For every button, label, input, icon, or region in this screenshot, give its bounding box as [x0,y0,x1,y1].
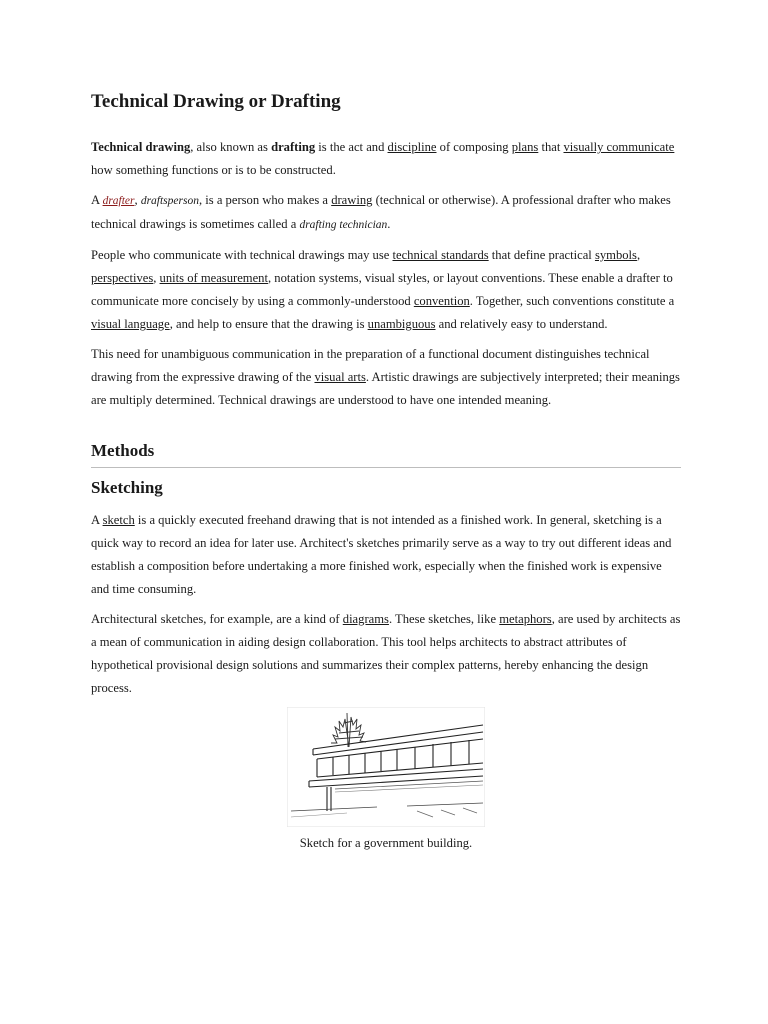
text-run: how something functions or is to be constructed. [91,163,336,177]
text-run: Architectural sketches, for example, are a kind of [91,612,343,626]
text-run: People who communicate with technical drawings may use [91,248,393,262]
bold-term: Technical drawing [91,140,191,154]
text-run: A [91,193,103,207]
paragraph-drafter [91,189,681,237]
paragraph-intro [91,136,681,182]
text-run: (technical or otherwise). A professional drafter who makes technical drawings is sometimes called a [91,193,671,231]
text-run: . [387,217,391,231]
link-sketch[interactable]: sketch [102,513,135,527]
text-run: A [91,513,103,527]
bold-term: drafting [271,140,316,154]
text-run: that define practical [488,248,595,262]
methods-section [91,438,681,468]
link-technical-standards[interactable]: technical standards [392,248,489,262]
paragraph-architectural [91,608,681,700]
article-body [91,88,681,853]
link-discipline[interactable]: discipline [387,140,437,154]
text-run: , are used by architects as a mean of communication in aiding design collaboration. This tool helps architects to abstract attributes of hypothetical provisional design solutions and summarizes their complex patterns, hereby enhancing the design process. [91,612,681,695]
link-symbols[interactable]: symbols [594,248,637,262]
text-run: , also known as [190,140,272,154]
text-run: is the act and [315,140,388,154]
page-title: Technical Drawing or Drafting [91,91,341,112]
text-run: is a quickly executed freehand drawing that is not intended as a finished work. In general, sketching is a quick way to record an idea for later use. Architect's sketches primarily serve as a way to try out different ideas and establish a composition before undertaking a more finished work, especially when the finished work is expensive and time consuming. [91,513,672,596]
text-run: , and help to ensure that the drawing is [169,317,368,331]
link-drafter[interactable]: drafter [102,195,135,207]
text-run: . These sketches, like [388,612,500,626]
figure [91,707,681,853]
section-divider [91,467,681,468]
italic-term: draftsperson [140,195,199,207]
text-run: , [636,248,641,262]
link-visually-communicate[interactable]: visually communicate [563,140,675,154]
sketching-heading: Sketching [91,478,163,497]
text-run: , [134,193,141,207]
link-diagrams[interactable]: diagrams [342,612,389,626]
italic-term: drafting technician [299,219,388,231]
link-visual-arts[interactable]: visual arts [314,370,366,384]
methods-heading: Methods [91,441,155,460]
link-drawing[interactable]: drawing [331,193,373,207]
text-run: , is a person who makes a [198,193,332,207]
link-metaphors[interactable]: metaphors [499,612,552,626]
link-units-of-measurement[interactable]: units of measurement [159,271,268,285]
text-run: that [538,140,564,154]
text-run: of composing [436,140,512,154]
text-run: This need for unambiguous communication in the preparation of a functional document distinguishes technical drawing from the expressive drawing of the [91,347,650,384]
text-run: , notation systems, visual styles, or layout conventions. These enable a drafter to communicate more concisely by using a commonly-understood [91,271,673,308]
paragraph-sketch [91,509,681,601]
figure-caption: Sketch for a government building. [299,836,473,850]
text-run: , [153,271,160,285]
link-convention[interactable]: convention [413,294,470,308]
link-perspectives[interactable]: perspectives [91,271,154,285]
link-visual-language[interactable]: visual language [91,317,170,331]
text-run: . Together, such conventions constitute a [469,294,675,308]
paragraph-standards [91,244,681,336]
paragraph-unambiguous [91,343,681,412]
link-unambiguous[interactable]: unambiguous [367,317,436,331]
government-building-sketch-image [287,707,485,827]
text-run: and relatively easy to understand. [435,317,608,331]
link-plans[interactable]: plans [511,140,539,154]
text-run: . Artistic drawings are subjectively interpreted; their meanings are multiply determined. Technical drawings are understood to have one intended meaning. [91,370,680,407]
